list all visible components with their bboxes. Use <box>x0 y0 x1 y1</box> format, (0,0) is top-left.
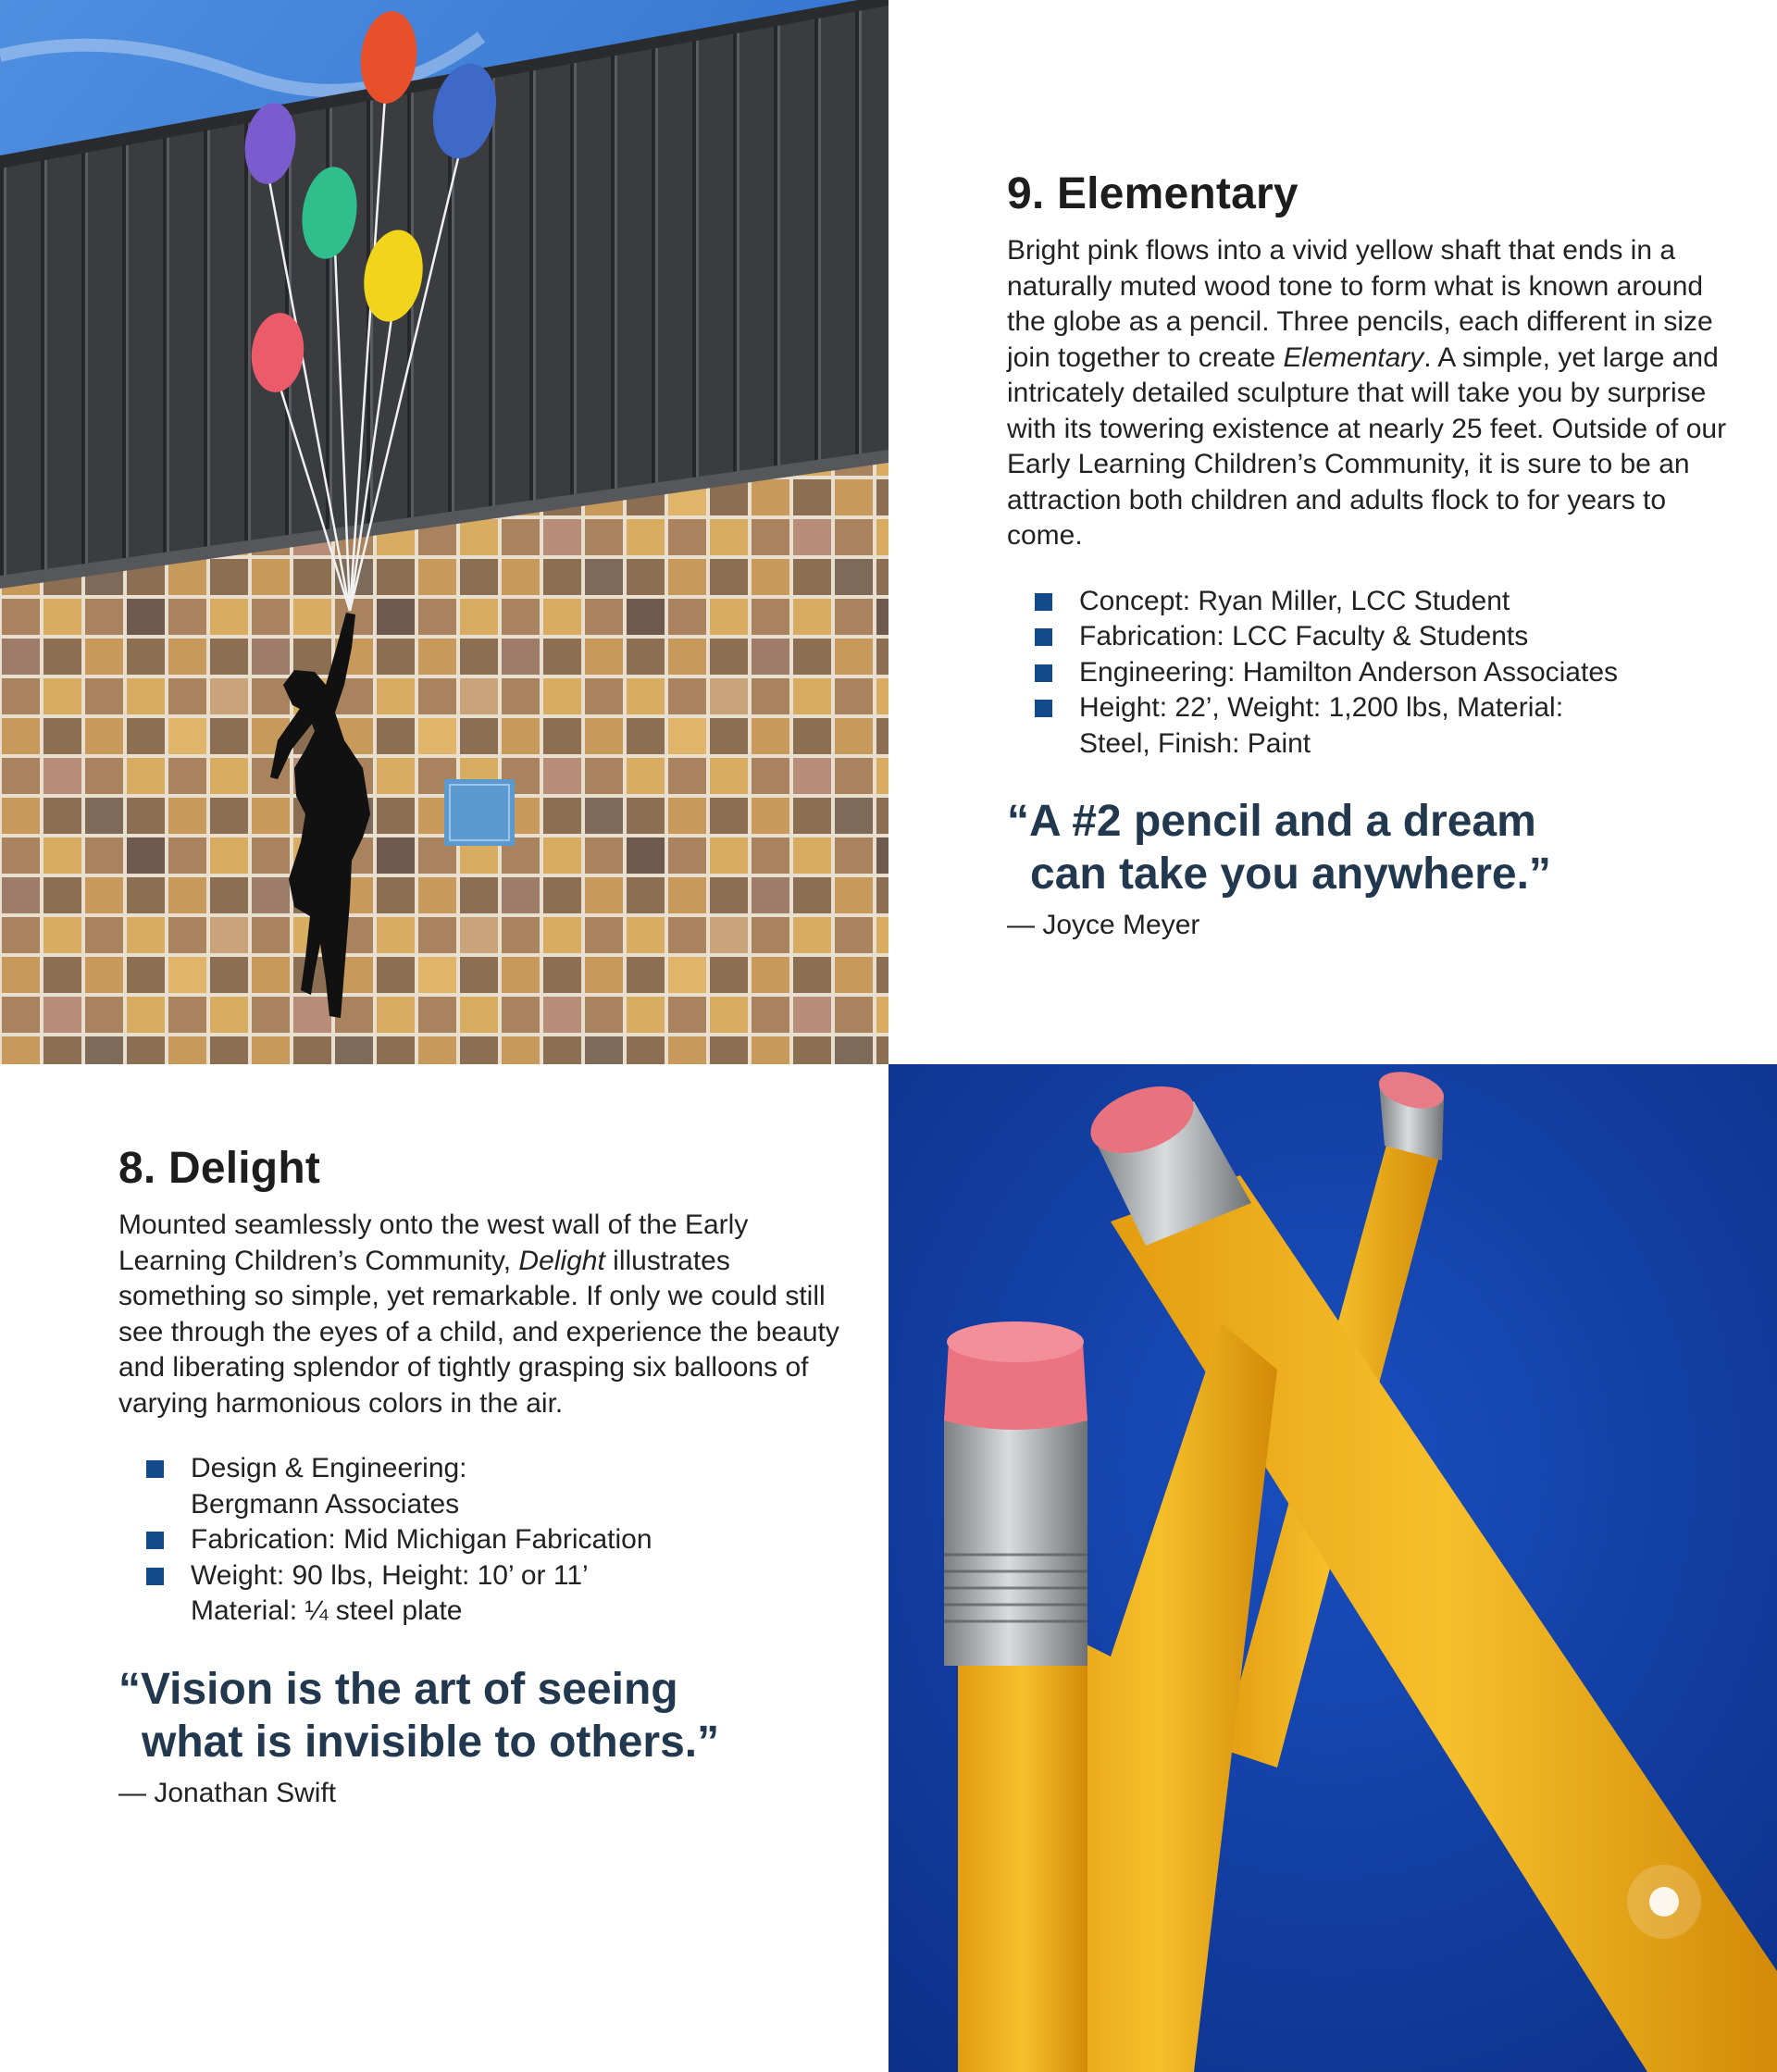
delight-description <box>118 1208 840 1421</box>
quote-line-1: “A #2 pencil and a dream <box>1007 797 1536 846</box>
elementary-description-text-1: Bright pink flows into a vivid yellow shaft that ends in a naturally muted wood tone to form what is known around the globe as a pencil. Three pencils, each different in size join together to create <box>1007 235 1713 373</box>
list-item <box>146 1451 840 1522</box>
quote-attribution: — Joyce Meyer <box>1007 910 1200 940</box>
square-bullet-icon <box>146 1460 164 1478</box>
credit-text: Weight: 90 lbs, Height: 10’ or 11’ Material: ¼ steel plate <box>191 1559 588 1626</box>
elementary-section <box>1007 168 1729 943</box>
delight-section <box>118 1143 840 1811</box>
delight-photo <box>0 0 888 1064</box>
elementary-credits-list <box>1007 584 1729 763</box>
delight-description-title: Delight <box>518 1245 605 1276</box>
delight-description-text-2: illustrates something so simple, yet remarkable. If only we could still see through the eyes of a child, and experience the beauty and liberating splendor of tightly grasping six balloons of varying harmonious colors in the air. <box>118 1245 839 1419</box>
elementary-description-title: Elementary <box>1283 341 1424 373</box>
delight-description-text-1: Mounted seamlessly onto the west wall of the Early Learning Children’s Community, <box>118 1210 749 1276</box>
square-bullet-icon <box>146 1568 164 1585</box>
elementary-heading: 9. Elementary <box>1007 169 1299 218</box>
credit-text: Engineering: Hamilton Anderson Associates <box>1079 656 1619 688</box>
credit-text: Design & Engineering: Bergmann Associates <box>191 1453 467 1520</box>
delight-heading: 8. Delight <box>118 1144 321 1193</box>
list-item <box>1035 690 1729 762</box>
quote-line-1: “Vision is the art of seeing <box>118 1664 678 1714</box>
credit-text: Height: 22’, Weight: 1,200 lbs, Material: Steel, Finish: Paint <box>1079 692 1564 759</box>
quote-line-2: what is invisible to others.” <box>142 1717 720 1767</box>
list-item <box>146 1522 840 1558</box>
square-bullet-icon <box>146 1532 164 1549</box>
list-item <box>1035 619 1729 655</box>
quote-line-2: can take you anywhere.” <box>1030 850 1551 899</box>
credit-text: Fabrication: Mid Michigan Fabrication <box>191 1524 652 1555</box>
list-item <box>1035 584 1729 620</box>
credit-text: Concept: Ryan Miller, LCC Student <box>1079 585 1510 616</box>
quote-attribution: — Jonathan Swift <box>118 1777 337 1808</box>
square-bullet-icon <box>1035 664 1052 682</box>
square-bullet-icon <box>1035 700 1052 717</box>
elementary-photo <box>888 1064 1777 2072</box>
square-bullet-icon <box>1035 593 1052 611</box>
delight-quote <box>118 1663 840 1768</box>
list-item <box>146 1558 840 1630</box>
list-item <box>1035 655 1729 691</box>
elementary-description-text-2: . A simple, yet large and intricately detailed sculpture that will take you by surprise with its towering existence at nearly 25 feet. Outside of our Early Learning Children’s Community, it is sure to be an attraction both children and adults flock to for years to come. <box>1007 341 1727 551</box>
delight-credits-list <box>118 1451 840 1630</box>
square-bullet-icon <box>1035 628 1052 646</box>
elementary-description <box>1007 233 1729 554</box>
credit-text: Fabrication: LCC Faculty & Students <box>1079 621 1529 651</box>
elementary-quote <box>1007 795 1729 900</box>
